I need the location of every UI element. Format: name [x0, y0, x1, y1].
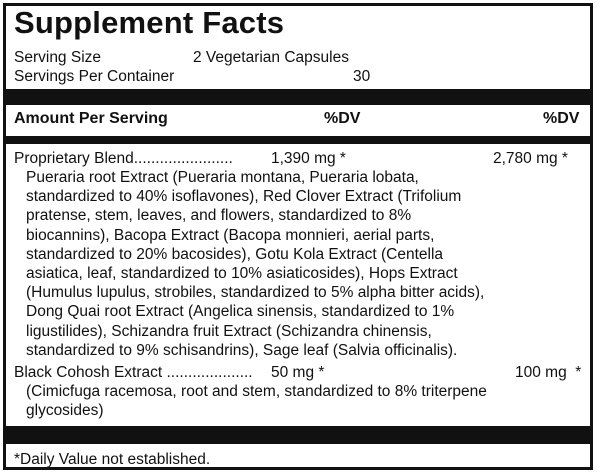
ingredient-line: biocannins), Bacopa Extract (Bacopa monnieri, aerial parts, — [26, 226, 435, 244]
blend-ingredients — [26, 168, 581, 360]
servings-per-container-label: Servings Per Container — [14, 68, 175, 85]
dv-header-2: %DV — [543, 110, 580, 127]
cohosh-amount-1: 50 mg * — [271, 364, 325, 381]
footnote: *Daily Value not established. — [14, 451, 211, 468]
ingredient-line: pratense, stem, leaves, and flowers, standardized to 8% — [26, 207, 412, 225]
blend-amount-1: 1,390 mg * — [271, 150, 346, 167]
thick-divider-header — [6, 136, 590, 144]
supplement-facts-panel — [3, 3, 593, 470]
ingredient-line: (Cimicfuga racemosa, root and stem, standardized to 8% triterpene — [26, 383, 487, 400]
ingredient-line: standardized to 9% schisandrins), Sage leaf (Salvia officinalis). — [26, 341, 458, 359]
amount-per-serving-header: Amount Per Serving — [14, 110, 168, 127]
ingredient-line: glycosides) — [26, 402, 104, 420]
ingredient-line: asiatica, leaf, standardized to 10% asiaticosides), Hops Extract — [26, 265, 458, 283]
blend-amount-2: 2,780 mg * — [493, 150, 568, 167]
panel-title: Supplement Facts — [14, 5, 285, 40]
blend-name: Proprietary Blend....................... — [14, 150, 233, 167]
thick-divider-top — [6, 89, 590, 105]
cohosh-amount-2: 100 mg * — [515, 364, 582, 381]
cohosh-name: Black Cohosh Extract .................... — [14, 364, 253, 381]
dv-header-1: %DV — [324, 110, 361, 127]
ingredient-line: ligustilides), Schizandra fruit Extract (Schizandra chinensis, — [26, 322, 432, 340]
ingredient-line: (Humulus lupulus, strobiles, standardized to 5% alpha bitter acids), — [26, 284, 485, 302]
ingredient-line: Pueraria root Extract (Pueraria montana, Pueraria lobata, — [26, 169, 419, 186]
ingredient-line: Dong Quai root Extract (Angelica sinensis, standardized to 1% — [26, 303, 455, 321]
ingredient-line: standardized to 20% bacosides), Gotu Kola Extract (Centella — [26, 245, 444, 263]
ingredient-line: standardized to 40% isoflavones), Red Clover Extract (Trifolium — [26, 188, 462, 206]
serving-size-label: Serving Size — [14, 49, 102, 66]
cohosh-description — [26, 382, 581, 420]
thick-divider-bottom — [6, 426, 590, 444]
servings-per-container-value: 30 — [353, 68, 371, 85]
serving-size-value: 2 Vegetarian Capsules — [193, 49, 349, 66]
